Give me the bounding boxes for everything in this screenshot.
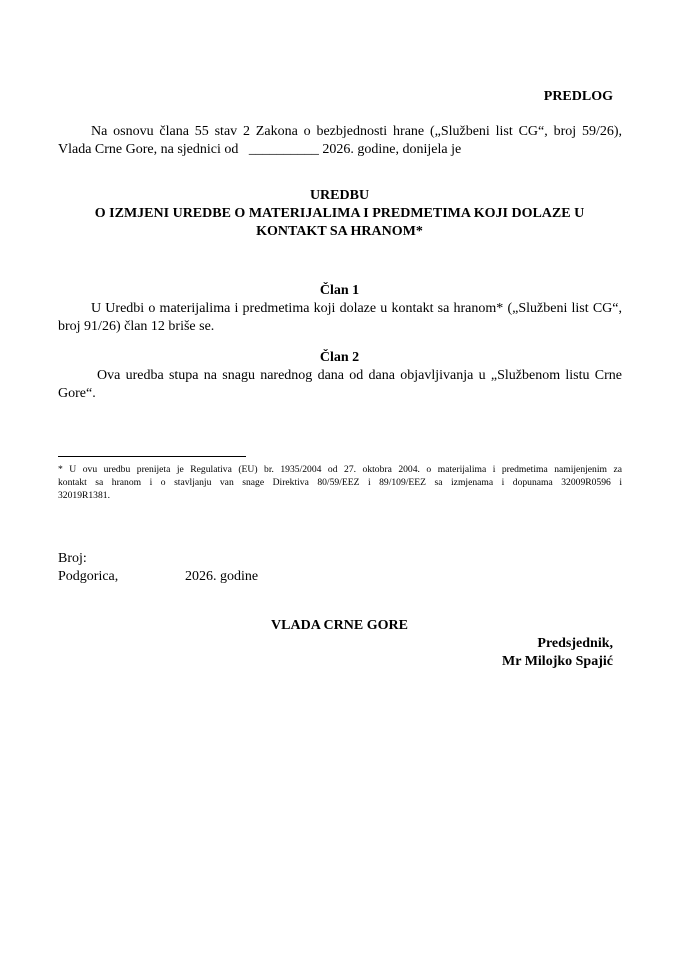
city-label: Podgorica, [58, 569, 119, 584]
article-1-heading: Član 1 [319, 283, 360, 298]
date-year: 2026. godine [185, 569, 259, 584]
footnote-line-3: 32019R1381. [58, 490, 110, 501]
title-line-2: O IZMJENI UREDBE O MATERIJALIMA I PREDMETIMA KOJI DOLAZE U [94, 206, 585, 221]
government-name: VLADA CRNE GORE [271, 618, 408, 633]
proposal-stamp: PREDLOG [543, 89, 613, 104]
title-line-3: KONTAKT SA HRANOM* [256, 224, 423, 239]
preamble-line-2: Vlada Crne Gore, na sjednici od __________ 2026. godine, donijela je [58, 142, 462, 157]
article-1-line-1: U Uredbi o materijalima i predmetima koji dolaze u kontakt sa hranom* („Službeni list CG“, [91, 301, 622, 316]
number-label: Broj: [58, 551, 87, 566]
preamble-line-1: Na osnovu člana 55 stav 2 Zakona o bezbjednosti hrane („Službeni list CG“, broj 59/26), [91, 124, 622, 139]
signatory-role: Predsjednik, [537, 636, 613, 651]
article-2-heading: Član 2 [319, 350, 360, 365]
article-2-line-1: Ova uredba stupa na snagu narednog dana od dana objavljivanja u „Službenom listu Crne [97, 368, 622, 383]
footnote-line-1: * U ovu uredbu prenijeta je Regulativa (EU) br. 1935/2004 od 27. oktobra 2004. o materijalima i predmetima namijenjenim za [58, 464, 622, 475]
article-1-line-2: broj 91/26) član 12 briše se. [58, 319, 215, 334]
article-2-line-2: Gore“. [58, 386, 96, 401]
title-line-1: UREDBU [309, 188, 370, 203]
footnote-line-2: kontakt sa hranom i o stavljanju van snage Direktiva 80/59/EEZ i 89/109/EEZ sa izmjenama i dopunama 32009R0596 i [58, 477, 622, 488]
signatory-name: Mr Milojko Spajić [502, 654, 613, 669]
footnote-separator [58, 456, 246, 457]
